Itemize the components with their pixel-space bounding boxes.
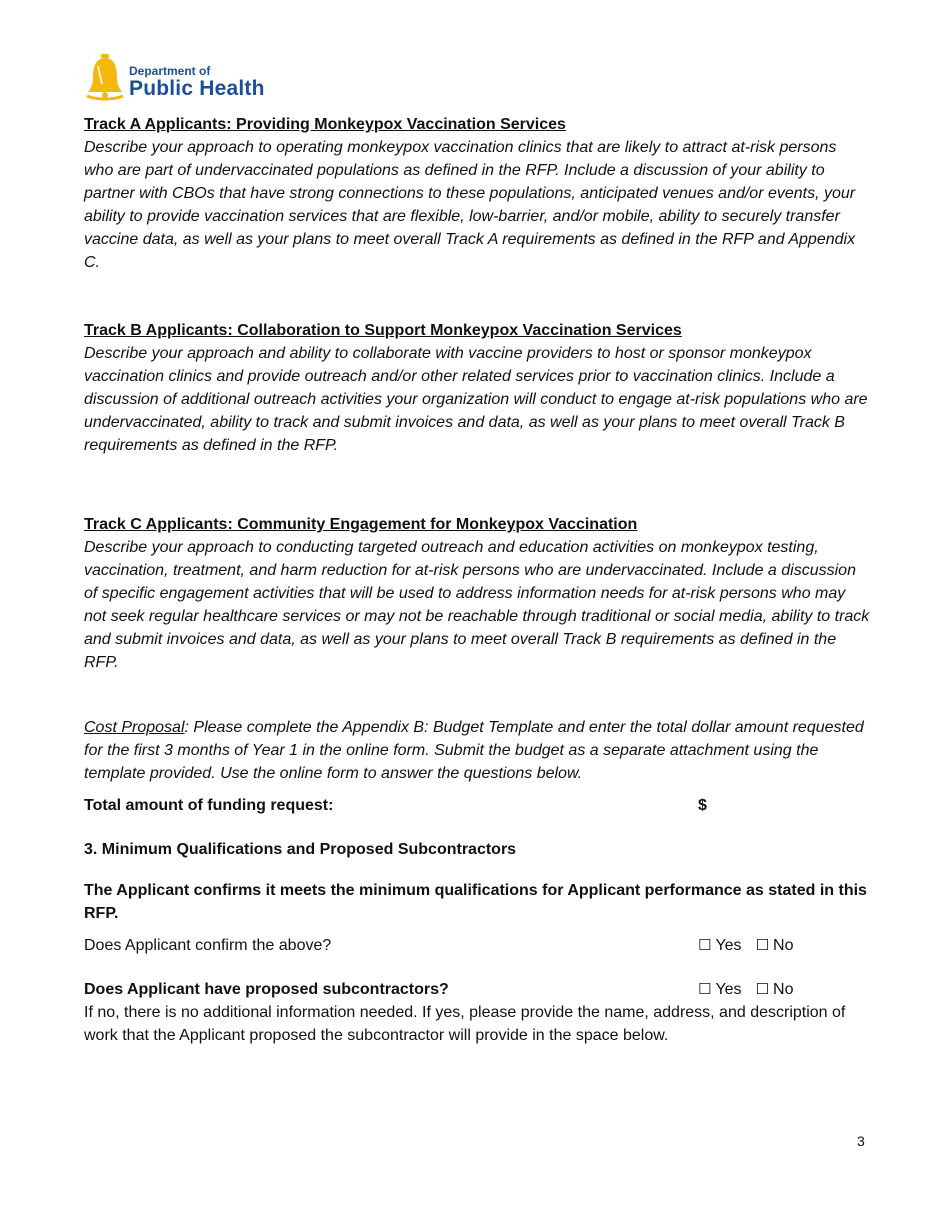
track-a-section [84,113,870,274]
confirm-question: Does Applicant confirm the above? [84,937,332,954]
checkbox-icon[interactable]: ☐ [755,937,770,954]
yes-label: Yes [715,981,742,998]
subcontractor-note: If no, there is no additional information needed. If yes, please provide the name, address, and description of work that the Applicant proposed the subcontractor will provide in the space below. [84,1004,846,1044]
track-b-title: Track B Applicants: Collaboration to Support Monkeypox Vaccination Services [84,322,682,339]
cost-proposal [84,716,870,785]
subcontractor-question: Does Applicant have proposed subcontractors? [84,981,449,998]
track-b-description: Describe your approach and ability to collaborate with vaccine providers to host or sponsor monkeypox vaccination clinics and provide outreach and/or other related services prior to vaccination clinics. Include a discussion of additional outreach activities your organization will conduct to engage at-risk populations who are undervaccinated, ability to track and submit invoices and data, as well as your plans to meet overall Track B requirements as defined in the RFP. [84,345,868,454]
confirm-no-option[interactable] [756,937,794,954]
confirm-options [698,934,807,957]
section-3-heading: 3. Minimum Qualifications and Proposed Subcontractors [84,841,517,858]
page-number: 3 [857,1133,865,1149]
funding-request-label: Total amount of funding request: [84,797,334,814]
track-a-title: Track A Applicants: Providing Monkeypox Vaccination Services [84,116,566,133]
checkbox-icon[interactable]: ☐ [698,981,712,998]
subcontractor-yes-option[interactable] [698,981,742,998]
subcontractor-question-row [84,978,870,1001]
subcontractor-options [698,978,807,1001]
logo-text-department: Department of [129,64,211,78]
liberty-bell-icon [84,54,126,102]
track-c-title: Track C Applicants: Community Engagement for Monkeypox Vaccination [84,516,638,533]
checkbox-icon[interactable]: ☐ [755,981,770,998]
logo-text-public-health: Public Health [129,77,265,100]
subcontractor-no-option[interactable] [756,981,794,998]
no-label: No [773,981,794,998]
cost-proposal-text: : Please complete the Appendix B: Budget Template and enter the total dollar amount requested for the first 3 months of Year 1 in the online form. Submit the budget as a separate attachment using the template provided. Use the online form to answer the questions below. [84,719,864,782]
track-a-description: Describe your approach to operating monkeypox vaccination clinics that are likely to attract at-risk persons who are part of undervaccinated populations as defined in the RFP. Include a discussion of your ability to partner with CBOs that have strong connections to these populations, anticipated venues and/or events, your ability to provide vaccination services that are flexible, low-barrier, and/or mobile, ability to securely transfer vaccine data, as well as your plans to meet overall Track A requirements as defined in the RFP and Appendix C. [84,139,856,271]
funding-request-row [84,794,870,817]
track-b-section [84,319,870,457]
confirm-yes-option[interactable] [698,937,742,954]
checkbox-icon[interactable]: ☐ [698,937,712,954]
yes-label: Yes [715,937,742,954]
track-c-section [84,513,870,674]
no-label: No [773,937,794,954]
document-body [84,113,870,1047]
qualification-statement: The Applicant confirms it meets the minimum qualifications for Applicant performance as stated in this RFP. [84,882,867,922]
cost-proposal-label: Cost Proposal [84,719,185,736]
track-c-description: Describe your approach to conducting targeted outreach and education activities on monkeypox testing, vaccination, treatment, and harm reduction for at-risk persons who are undervaccinated. Include a discussion of specific engagement activities that will be used to address information needs for at-risk persons who may not seek regular healthcare services or may not be reachable through traditional or social media, ability to track and submit invoices and data, as well as your plans to meet overall Track B requirements as defined in the RFP. [84,539,870,671]
confirm-question-row [84,934,870,957]
funding-amount-field[interactable]: $ [698,797,707,814]
